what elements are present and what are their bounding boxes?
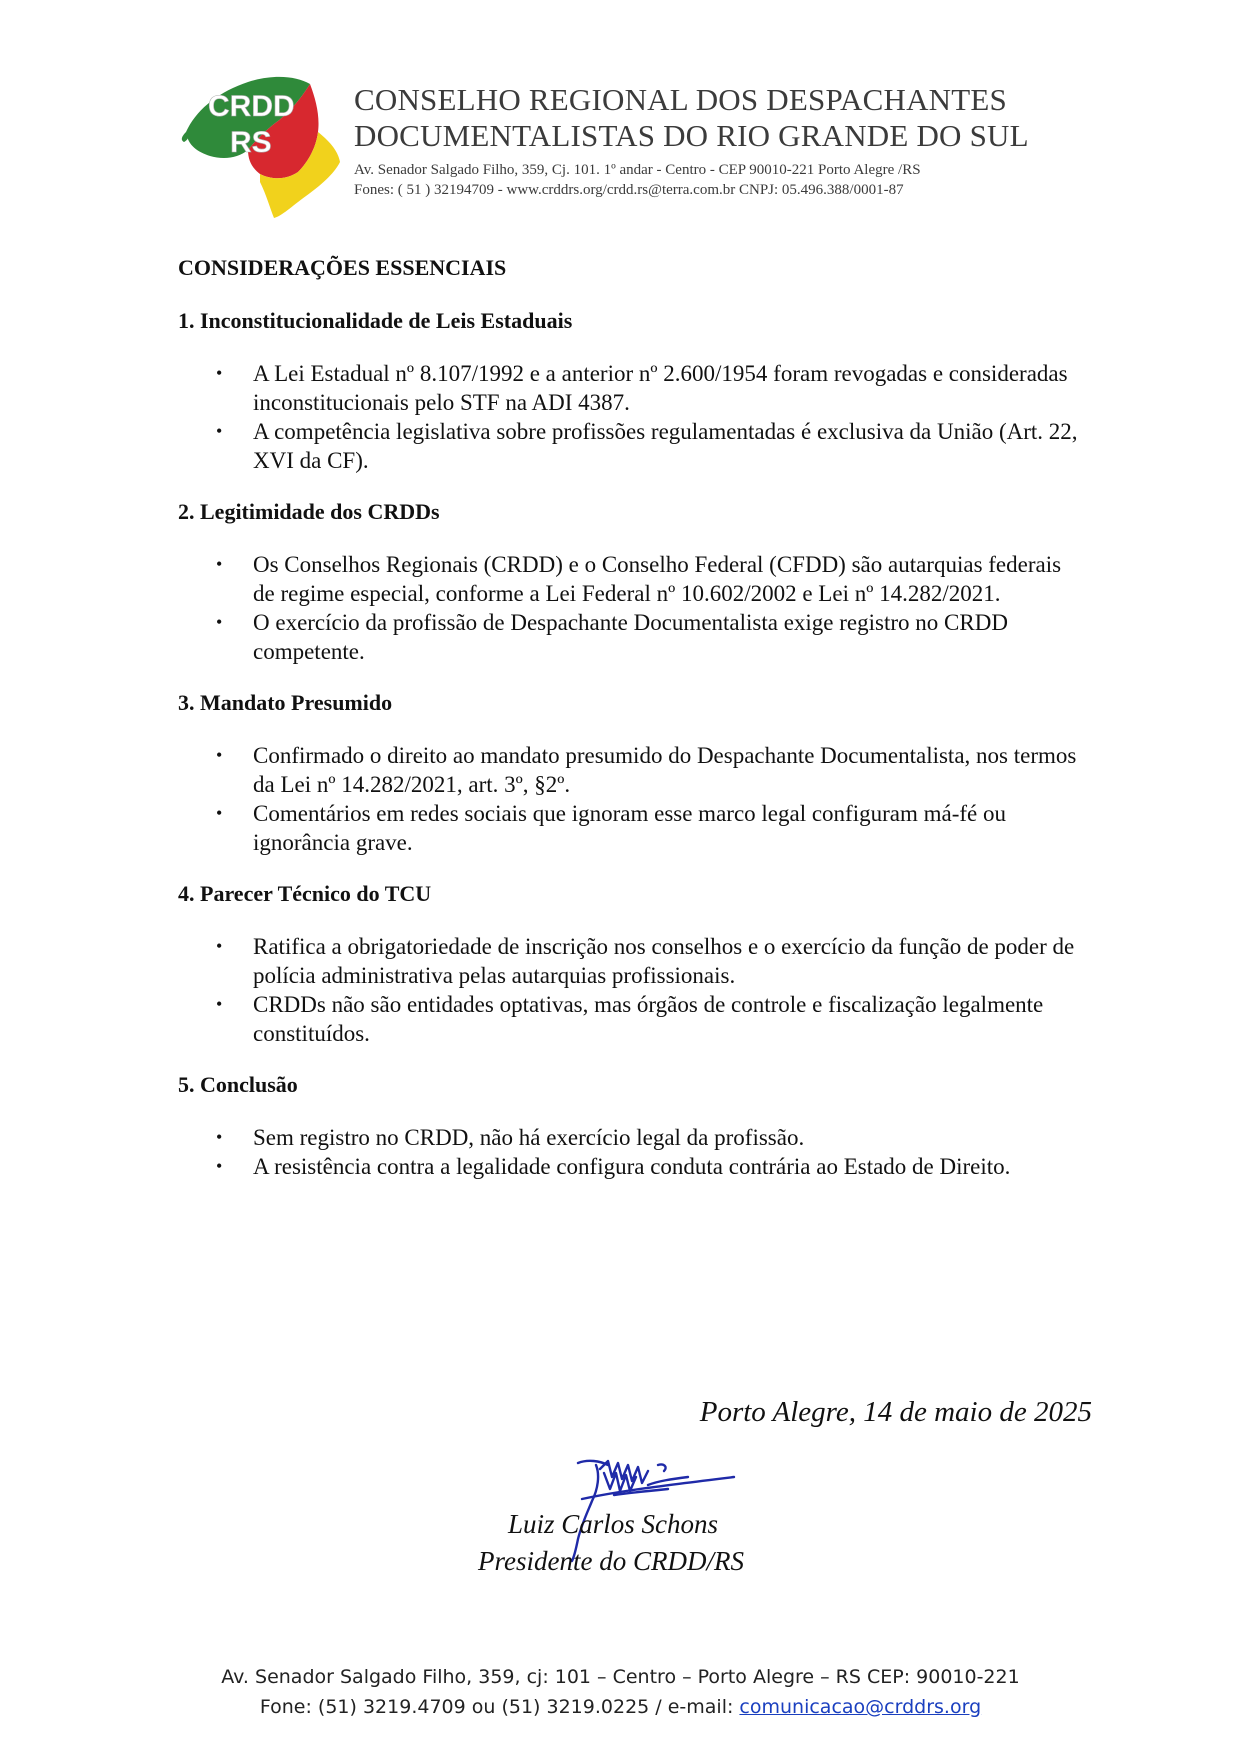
section-heading: 2. Legitimidade dos CRDDs xyxy=(178,499,440,524)
list-item-text: CRDDs não são entidades optativas, mas órgãos de controle e fiscalização legalmente constituídos. xyxy=(253,992,1044,1046)
bullet-icon: • xyxy=(216,363,223,383)
bullet-icon: • xyxy=(216,803,223,823)
list-item-text: O exercício da profissão de Despachante Documentalista exige registro no CRDD competente. xyxy=(253,610,1008,664)
document-title: CONSIDERAÇÕES ESSENCIAIS xyxy=(178,255,507,280)
org-address: Av. Senador Salgado Filho, 359, Cj. 101. 1º andar - Centro - CEP 90010-221 Porto Alegre /RS xyxy=(354,162,921,178)
list-item xyxy=(178,932,1078,990)
list-item xyxy=(178,359,1078,417)
footer-email-link[interactable]: comunicacao@crddrs.org xyxy=(739,1696,982,1718)
signer-role: Presidente do CRDD/RS xyxy=(478,1546,744,1576)
list-item xyxy=(178,1123,1078,1152)
list-item xyxy=(178,608,1078,666)
bullet-icon: • xyxy=(216,745,223,765)
section-3 xyxy=(178,687,1078,857)
logo-text-rs: RS xyxy=(230,126,272,159)
bullet-list xyxy=(178,550,1078,666)
bullet-icon: • xyxy=(216,936,223,956)
bullet-icon: • xyxy=(216,1127,223,1147)
footer-contact-line xyxy=(0,1692,1241,1722)
bullet-list xyxy=(178,932,1078,1048)
signature-block xyxy=(178,1395,1092,1595)
footer-phones: Fone: (51) 3219.4709 ou (51) 3219.0225 / e-mail: xyxy=(259,1696,740,1718)
place-and-date: Porto Alegre, 14 de maio de 2025 xyxy=(699,1396,1092,1428)
section-1 xyxy=(178,305,1078,475)
letterhead xyxy=(178,70,1078,220)
section-heading: 5. Conclusão xyxy=(178,1072,298,1097)
list-item-text: Comentários em redes sociais que ignoram esse marco legal configuram má-fé ou ignorância grave. xyxy=(253,801,1006,855)
org-name-line-2: DOCUMENTALISTAS DO RIO GRANDE DO SUL xyxy=(354,118,1029,153)
crdd-rs-logo xyxy=(178,70,348,220)
list-item xyxy=(178,799,1078,857)
bullet-list xyxy=(178,359,1078,475)
bullet-icon: • xyxy=(216,612,223,632)
org-contact: Fones: ( 51 ) 32194709 - www.crddrs.org/crdd.rs@terra.com.br CNPJ: 05.496.388/0001-87 xyxy=(354,182,904,198)
logo-text-crdd: CRDD xyxy=(208,90,295,123)
section-heading: 3. Mandato Presumido xyxy=(178,690,393,715)
organization-block xyxy=(354,82,1074,200)
section-4 xyxy=(178,878,1078,1048)
document-body xyxy=(178,252,1078,1181)
section-heading: 4. Parecer Técnico do TCU xyxy=(178,881,432,906)
signer-name: Luiz Carlos Schons xyxy=(508,1509,719,1539)
section-5 xyxy=(178,1069,1078,1181)
section-heading: 1. Inconstitucionalidade de Leis Estaduais xyxy=(178,308,573,333)
org-name-line-1: CONSELHO REGIONAL DOS DESPACHANTES xyxy=(354,82,1007,117)
bullet-icon: • xyxy=(216,554,223,574)
list-item-text: A resistência contra a legalidade configura conduta contrária ao Estado de Direito. xyxy=(253,1154,1011,1179)
bullet-icon: • xyxy=(216,994,223,1014)
list-item xyxy=(178,417,1078,475)
list-item xyxy=(178,1152,1078,1181)
bullet-icon: • xyxy=(216,1156,223,1176)
list-item-text: A Lei Estadual nº 8.107/1992 e a anterior nº 2.600/1954 foram revogadas e consideradas inconstitucionais pelo STF na ADI 4387. xyxy=(253,361,1068,415)
bullet-list xyxy=(178,741,1078,857)
list-item xyxy=(178,990,1078,1048)
page-footer xyxy=(0,1662,1241,1722)
list-item-text: Sem registro no CRDD, não há exercício legal da profissão. xyxy=(253,1125,805,1150)
list-item xyxy=(178,550,1078,608)
list-item-text: Confirmado o direito ao mandato presumido do Despachante Documentalista, nos termos da Lei nº 14.282/2021, art. 3º, §2º. xyxy=(253,743,1077,797)
list-item-text: Os Conselhos Regionais (CRDD) e o Conselho Federal (CFDD) são autarquias federais de regime especial, conforme a Lei Federal nº 10.602/2002 e Lei nº 14.282/2021. xyxy=(253,552,1062,606)
bullet-icon: • xyxy=(216,421,223,441)
rio-grande-do-sul-map-icon xyxy=(178,70,348,220)
list-item-text: A competência legislativa sobre profissões regulamentadas é exclusiva da União (Art. 22, XVI da CF). xyxy=(253,419,1078,473)
list-item-text: Ratifica a obrigatoriedade de inscrição nos conselhos e o exercício da função de poder de polícia administrativa pelas autarquias profissionais. xyxy=(253,934,1075,988)
section-2 xyxy=(178,496,1078,666)
footer-address: Av. Senador Salgado Filho, 359, cj: 101 – Centro – Porto Alegre – RS CEP: 90010-221 xyxy=(221,1666,1020,1688)
list-item xyxy=(178,741,1078,799)
bullet-list xyxy=(178,1123,1078,1181)
